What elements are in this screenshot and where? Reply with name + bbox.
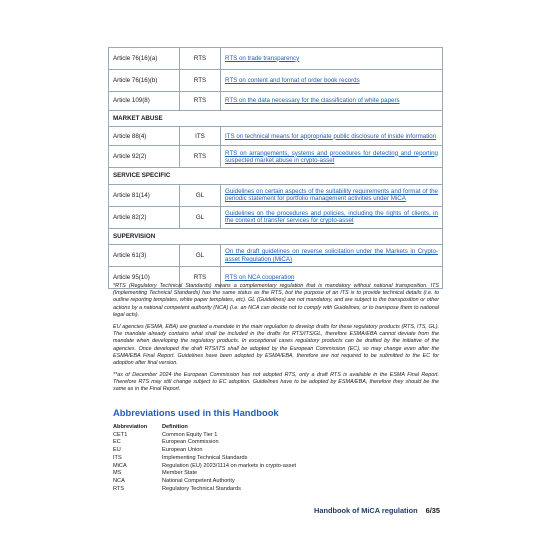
article-cell: Article 95(10) <box>109 267 180 289</box>
list-item <box>113 455 296 463</box>
list-item <box>113 432 296 440</box>
type-cell: RTS <box>180 146 221 168</box>
type-cell: RTS <box>180 267 221 289</box>
article-cell: Article 109(8) <box>109 92 180 111</box>
definition: Implementing Technical Standards <box>162 454 248 461</box>
standard-link[interactable]: ITS on technical means for appropriate public disclosure of inside information <box>221 127 443 146</box>
table-row <box>109 206 443 228</box>
section-title: SERVICE SPECIFIC <box>109 168 443 184</box>
article-cell: Article 61(3) <box>109 245 180 267</box>
abbreviation: MiCA <box>113 462 127 469</box>
definition: Regulatory Technical Standards <box>162 485 241 492</box>
abbreviations-list <box>113 424 296 493</box>
abbreviations-heading: Abbreviations used in this Handbook <box>113 407 279 418</box>
list-item <box>113 478 296 486</box>
standard-link[interactable]: Guidelines on certain aspects of the suitability requirements and format of the periodic statement for portfolio management activities under MiCA <box>221 184 443 206</box>
definition: National Competent Authority <box>162 478 235 485</box>
abbreviation: NCA <box>113 478 125 485</box>
list-item <box>113 486 296 494</box>
abbreviation: RTS <box>113 485 125 492</box>
definition-header: Definition <box>162 424 188 430</box>
section-row-supervision <box>109 228 443 244</box>
footer-title: Handbook of MiCA regulation <box>314 506 418 515</box>
abbreviation: MS <box>113 470 122 477</box>
article-cell: Article 88(4) <box>109 127 180 146</box>
standard-link[interactable]: RTS on content and format of order book records <box>221 70 443 92</box>
table-row <box>109 48 443 70</box>
definition: Common Equity Tier 1 <box>162 431 218 438</box>
type-cell: RTS <box>180 70 221 92</box>
note-rts-definition: *RTS (Regulatory Technical Standards) means a complementary regulation that is mandatory without national transposition. ITS (Implementing Technical Standards) has the same status as the RTS, but the purpose of an ITS is to provide technical details (i.e. to outline reporting templates, white paper templates, etc). GL (Guidelines) are not mandatory, and are subject to the transposition or other actions by a national competent authority (NCA) (i.e. an NCA can decide not to comply with Guidelines, or to transpose them to national legal acts). <box>113 283 439 318</box>
article-cell: Article 76(16)(a) <box>109 48 180 70</box>
list-item <box>113 447 296 455</box>
abbreviation-header: Abbreviation <box>113 424 148 430</box>
table-row <box>109 146 443 168</box>
type-cell: RTS <box>180 48 221 70</box>
definition: European Union <box>162 447 203 454</box>
abbreviations-header-row <box>113 424 296 432</box>
note-eu-agencies: EU agencies (ESMA, EBA) are granted a mandate in the main regulation to develop drafts for these regulatory products (RTS, ITS, GL). The mandate already contains what shall be included in the drafts for RTS/ITS/GL, therefore ESMA/EBA cannot deviate from the mandate when developing the regulatory products. In exceptional cases regulatory products can be drafted by the initiative of the agencies. Once developed the draft RTS/ITS shall be adopted by the European Commission (EC), so may change even after the ESMA/EBA Final Report. Guidelines have been adopted by ESMA/EBA, therefore are not required to be submitted to the EC for adoption after final version. <box>113 323 439 366</box>
table-row <box>109 127 443 146</box>
section-row-market-abuse <box>109 111 443 127</box>
type-cell: GL <box>180 245 221 267</box>
abbreviation: EC <box>113 439 121 446</box>
footnotes <box>113 283 439 399</box>
article-cell: Article 82(2) <box>109 206 180 228</box>
type-cell: GL <box>180 184 221 206</box>
standard-link[interactable]: RTS on trade transparency <box>221 48 443 70</box>
table-row <box>109 70 443 92</box>
definition: European Commission <box>162 439 219 446</box>
section-title: MARKET ABUSE <box>109 111 443 127</box>
standard-link[interactable]: RTS on the data necessary for the classification of white papers <box>221 92 443 111</box>
regulatory-products-table <box>108 47 443 289</box>
abbreviation: CET1 <box>113 431 128 438</box>
section-row-service-specific <box>109 168 443 184</box>
page-footer <box>314 506 440 515</box>
section-title: SUPERVISION <box>109 228 443 244</box>
standard-link[interactable]: Guidelines on the procedures and policies, including the rights of clients, in the context of transfer services for crypto-asset <box>221 206 443 228</box>
table-row <box>109 92 443 111</box>
standard-link[interactable]: On the draft guidelines on reverse solicitation under the Markets in Crypto-asset Regulation (MiCA) <box>221 245 443 267</box>
table-row <box>109 245 443 267</box>
list-item <box>113 439 296 447</box>
type-cell: GL <box>180 206 221 228</box>
article-cell: Article 76(16)(b) <box>109 70 180 92</box>
article-cell: Article 81(14) <box>109 184 180 206</box>
note-adoption-status: **as of December 2024 the European Commission has not adopted RTS, only a draft RTS is available in the ESMA Final Report. Therefore RTS may still change subject to EC adoption. Guidelines have to be adopted by ESMA/EBA, therefore they should be the same as in the Final Report. <box>113 372 439 393</box>
page-number: 6/35 <box>425 506 440 515</box>
type-cell: RTS <box>180 92 221 111</box>
list-item <box>113 470 296 478</box>
abbreviation: EU <box>113 447 121 454</box>
abbreviation: ITS <box>113 454 122 461</box>
article-cell: Article 92(2) <box>109 146 180 168</box>
definition: Member State <box>162 470 198 477</box>
standard-link[interactable]: RTS on NCA cooperation <box>221 267 443 289</box>
table-row <box>109 184 443 206</box>
definition: Regulation (EU) 2023/1114 on markets in crypto-asset <box>162 462 297 469</box>
type-cell: ITS <box>180 127 221 146</box>
standard-link[interactable]: RTS on arrangements, systems and procedures for detecting and reporting suspected market abuse in crypto-asset <box>221 146 443 168</box>
list-item <box>113 463 296 471</box>
